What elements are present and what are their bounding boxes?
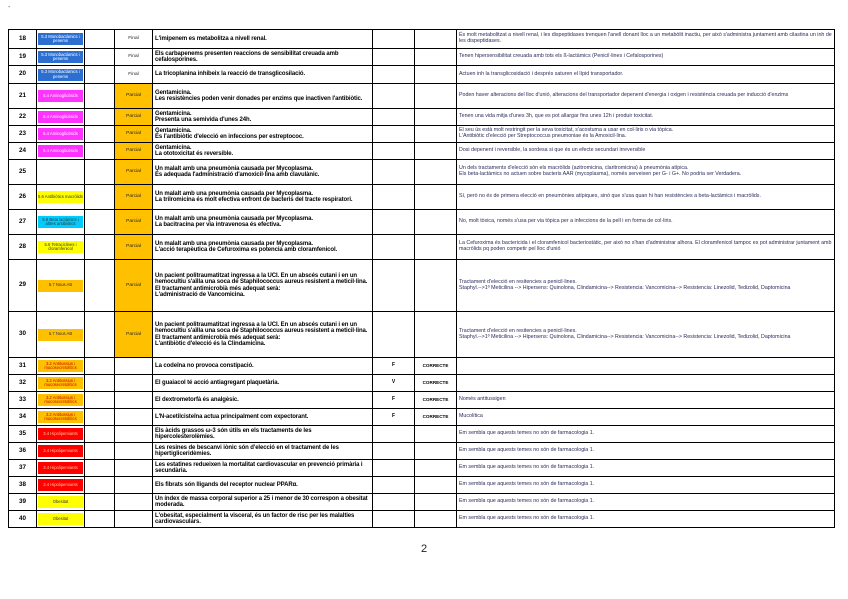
table-row: [9, 426, 835, 443]
blank-cell: [85, 66, 115, 84]
explanation-line: El seu ús està molt restringit per la seva toxicitat, s'acostuma a usar en col·liris o via tòpica.: [459, 127, 674, 134]
question-line: L'imipenem es metabolitza a nivell renal.: [155, 35, 267, 42]
question-text: [153, 160, 373, 185]
question-text: [153, 477, 373, 494]
exam-level: [115, 409, 153, 426]
category-badge: 3.4 Hipolipemiants: [38, 428, 83, 440]
explanation-line: Actuen inh la transglicosidació i després saturen el lípid transportador.: [459, 70, 624, 77]
result-cell: [415, 143, 457, 160]
answer-cell: [373, 260, 415, 312]
answer-cell: [373, 109, 415, 126]
exam-level: [115, 375, 153, 392]
result-cell: [415, 460, 457, 477]
question-text: [153, 49, 373, 66]
blank-cell: [85, 185, 115, 210]
explanation-line: Només antitussigen: [459, 396, 506, 403]
answer-cell: F: [373, 392, 415, 409]
row-number: 24: [9, 143, 37, 160]
question-text: [153, 443, 373, 460]
table-row: [9, 30, 835, 49]
explanation-line: La Cefuroxima és bactericida i el cloramfenicol bacteriostàtic, per això no s'han d'administrar alhora. El cloramfenicol tampoc es pot administrar juntament amb macròlids pq poden competir pel lloc d'unió: [459, 240, 832, 252]
category-cell: [37, 494, 85, 511]
explanation-line: Dosi depenent i reversible, la sordesa si que és un efecte secundari irreversible: [459, 147, 646, 154]
row-number: 33: [9, 392, 37, 409]
result-cell: CORRECTE: [415, 392, 457, 409]
result-cell: [415, 426, 457, 443]
question-text: [153, 126, 373, 143]
question-line: Les estatines redueixen la mortalitat cardiovascular en prevenció primària i secundària.: [155, 461, 363, 474]
row-number: 30: [9, 312, 37, 358]
category-badge: 5.6 Beta lactàmics i altres antibiòtics: [38, 216, 83, 228]
question-line: Les resistències poden venir donades per enzims que inactiven l'antibiòtic.: [155, 96, 363, 102]
question-line: És adequada l'administració d'amoxicil·lina amb clavulànic.: [155, 172, 320, 178]
blank-cell: [85, 392, 115, 409]
question-line: Els carbapenems presenten reaccions de sensibilitat creuada amb cefalosporines.: [155, 50, 339, 63]
category-cell: [37, 49, 85, 66]
blank-cell: [85, 494, 115, 511]
answer-cell: [373, 443, 415, 460]
category-badge: 5.7 Nous AB: [38, 329, 83, 341]
category-badge: 5.4 Aminoglicòsids: [38, 111, 83, 123]
row-number: 36: [9, 443, 37, 460]
table-row: [9, 49, 835, 66]
explanation-text: [457, 143, 835, 160]
result-cell: [415, 30, 457, 49]
blank-cell: [85, 460, 115, 477]
question-line: Gentamicina.: [155, 89, 192, 96]
exam-level: [115, 443, 153, 460]
category-cell: [37, 30, 85, 49]
table-row: [9, 409, 835, 426]
answer-cell: [373, 235, 415, 260]
blank-cell: [85, 143, 115, 160]
question-line: Un pacient politraumatitzat ingressa a la UCI. En un abscés cutani i en un hemocultiu s'aïlla una soca de Staphilococcus aureus resistent a meticil·lina. El tractament antimicrobià més adequat serà:: [155, 321, 368, 341]
exam-level: [115, 426, 153, 443]
question-line: Les resines de bescanvi iònic són d'elecció en el tractament de les hipertigliceridèmies.: [155, 444, 339, 457]
questions-table: [8, 29, 835, 528]
table-row: [9, 210, 835, 235]
result-cell: [415, 185, 457, 210]
explanation-line: L'Antibiòtic d'elecció per Streptococcus pneumoniae és la Amoxicil·lina.: [459, 133, 627, 139]
explanation-line: No, molt tòxica, només s'usa per via tòpica per a infeccions de la pell i en forma de col·liris.: [459, 218, 673, 225]
blank-cell: [85, 109, 115, 126]
row-number: 35: [9, 426, 37, 443]
explanation-line: Un dels tractaments d'elecció són els macròlids (azitromicina, claritromicina) à pneumònia atípica.: [459, 165, 689, 172]
category-badge: 5.7 Nous AB: [38, 280, 83, 292]
table-row: [9, 312, 835, 358]
row-number: 19: [9, 49, 37, 66]
explanation-line: Em sembla que aquests temes no són de farmacologia 1.: [459, 447, 595, 454]
explanation-text: [457, 210, 835, 235]
result-cell: [415, 312, 457, 358]
exam-level: Final: [115, 66, 153, 84]
category-cell: [37, 260, 85, 312]
category-cell: [37, 392, 85, 409]
category-badge: Obesitat: [38, 496, 83, 508]
category-cell: [37, 409, 85, 426]
result-cell: [415, 49, 457, 66]
row-number: 22: [9, 109, 37, 126]
result-cell: [415, 160, 457, 185]
explanation-text: [457, 426, 835, 443]
question-line: L'N-acetilcisteïna actua principalment com expectorant.: [155, 413, 309, 420]
question-line: L'administració de Vancomicina.: [155, 291, 245, 298]
question-text: [153, 494, 373, 511]
exam-level: Parcial: [115, 210, 153, 235]
explanation-text: [457, 109, 835, 126]
exam-level: Parcial: [115, 109, 153, 126]
category-badge: 3.4 Hipolipemiants: [38, 462, 83, 474]
table-row: [9, 392, 835, 409]
exam-level: [115, 460, 153, 477]
exam-level: [115, 494, 153, 511]
question-line: Un malalt amb una pneumònia causada per Mycoplasma.: [155, 240, 313, 247]
explanation-line: Em sembla que aquests temes no són de farmacologia 1.: [459, 430, 595, 437]
explanation-line: Tractament d'elecció en resitencies a penicil·lines.: [459, 278, 577, 285]
row-number: 39: [9, 494, 37, 511]
answer-cell: [373, 30, 415, 49]
result-cell: CORRECTE: [415, 358, 457, 375]
explanation-line: Tenen una vida mitja d'unes 3h, que es pot allargar fins unes 12h i produir toxicitat.: [459, 113, 654, 120]
category-badge: 3.4 Hipolipemiants: [38, 445, 83, 457]
category-cell: [37, 477, 85, 494]
category-badge: 5.3 Monobactàmics i penems: [38, 33, 83, 45]
table-row: [9, 375, 835, 392]
explanation-text: [457, 160, 835, 185]
blank-cell: [85, 312, 115, 358]
category-cell: [37, 460, 85, 477]
exam-level: Parcial: [115, 84, 153, 109]
explanation-line: Tractament d'elecció en resitencies a penicil·lines.: [459, 327, 577, 334]
table-row: [9, 260, 835, 312]
blank-cell: [85, 235, 115, 260]
answer-cell: [373, 185, 415, 210]
explanation-text: [457, 443, 835, 460]
category-badge: 3.2 Antitussius i mucosecretolítics: [38, 411, 83, 423]
explanation-text: [457, 477, 835, 494]
result-cell: [415, 260, 457, 312]
row-number: 20: [9, 66, 37, 84]
blank-cell: [85, 426, 115, 443]
row-number: 38: [9, 477, 37, 494]
category-badge: 3.2 Antitussius i mucosecretolítics: [38, 394, 83, 406]
explanation-text: [457, 511, 835, 528]
explanation-line: Em sembla que aquests temes no són de farmacologia 1.: [459, 498, 595, 505]
explanation-text: [457, 494, 835, 511]
row-number: 40: [9, 511, 37, 528]
table-row: [9, 109, 835, 126]
result-cell: [415, 511, 457, 528]
question-text: [153, 143, 373, 160]
explanation-line: Poden haver alteracions del lloc d'unió, alteracions del transportador depenent d'energia i oxigen i resistència creuada per inducció d'enzims: [459, 92, 789, 99]
answer-cell: [373, 460, 415, 477]
result-cell: [415, 84, 457, 109]
answer-cell: F: [373, 358, 415, 375]
explanation-line: Staphyl.-->1º Meticilina --> Hipersens: Quinolona, Clindamicina--> Resistencia: Vancomicina--> Resistencia: Linezolid, Tedizolid, Daptomicina: [459, 333, 791, 340]
exam-level: [115, 392, 153, 409]
category-badge: 5.4 Aminoglicòsids: [38, 90, 83, 102]
row-number: 29: [9, 260, 37, 312]
question-text: [153, 312, 373, 358]
table-row: [9, 460, 835, 477]
question-text: [153, 426, 373, 443]
table-row: [9, 143, 835, 160]
category-badge: 5.6 Antibiòtics macròlids: [38, 191, 83, 203]
answer-cell: [373, 143, 415, 160]
answer-cell: [373, 312, 415, 358]
row-number: 37: [9, 460, 37, 477]
explanation-text: [457, 84, 835, 109]
category-cell: [37, 511, 85, 528]
exam-level: Parcial: [115, 185, 153, 210]
category-badge: 3.2 Antitussius i mucosecretolítics: [38, 360, 83, 372]
explanation-line: És molt metabolitzat a nivell renal, i les dispeptidases trenquen l'anell donant lloc a un metabòlit inactiu, per això s'administra juntament amb cilastina un inh de les dispeptidases.: [459, 32, 832, 44]
blank-cell: [85, 210, 115, 235]
exam-level: Parcial: [115, 126, 153, 143]
explanation-text: [457, 312, 835, 358]
question-line: Gentamicina.: [155, 127, 192, 134]
table-row: [9, 185, 835, 210]
category-badge: 3.4 Hipolipemiants: [38, 479, 83, 491]
category-cell: [37, 126, 85, 143]
row-number: 25: [9, 160, 37, 185]
explanation-line: Staphyl.-->1º Meticilina --> Hipersens: Quinolona, Clindamicina--> Resistencia: Vancomicina--> Resistencia: Linezolid, Tedizolid, Daptomicina: [459, 284, 791, 291]
row-number: 26: [9, 185, 37, 210]
explanation-text: [457, 392, 835, 409]
page-number: 2: [420, 543, 428, 555]
category-cell: [37, 66, 85, 84]
category-cell: [37, 312, 85, 358]
explanation-text: [457, 358, 835, 375]
category-cell: [37, 109, 85, 126]
result-cell: [415, 66, 457, 84]
explanation-line: Em sembla que aquests temes no són de farmacologia 1.: [459, 481, 595, 488]
answer-cell: [373, 494, 415, 511]
question-line: És l'antibiòtic d'elecció en infeccions per estreptococ.: [155, 134, 304, 140]
question-line: Un malalt amb una pneumònia causada per Mycoplasma.: [155, 165, 313, 172]
category-badge: Obesitat: [38, 513, 83, 525]
question-line: La tricoplanina inhibeix la reacció de transglicosilació.: [155, 71, 306, 78]
question-line: Un malalt amb una pneumònia causada per Mycoplasma.: [155, 215, 313, 222]
question-line: Presenta una semivida d'unes 24h.: [155, 117, 252, 123]
answer-cell: V: [373, 375, 415, 392]
blank-cell: [85, 84, 115, 109]
row-number: 18: [9, 30, 37, 49]
question-line: El guaiacol té acció antiagregant plaquetària.: [155, 379, 280, 386]
category-badge: 5.3 Monobactàmics i penems: [38, 51, 83, 63]
exam-level: Parcial: [115, 260, 153, 312]
exam-level: Parcial: [115, 235, 153, 260]
category-cell: [37, 426, 85, 443]
question-line: El dextrometorfà és analgèsic.: [155, 396, 239, 403]
result-cell: CORRECTE: [415, 409, 457, 426]
table-row: [9, 126, 835, 143]
question-line: Els fibrats són lligands del receptor nuclear PPARα.: [155, 481, 298, 488]
table-row: [9, 160, 835, 185]
blank-cell: [85, 409, 115, 426]
question-line: La trilromicina és molt efectiva enfront de bacteris del tracte respiratori.: [155, 197, 353, 203]
explanation-line: Els beta-lactàmics no actuen sobre bacteris AAR (mycoplasma), només serveixen per G- i G+. No podria ser Verdadera.: [459, 171, 742, 177]
category-badge: 5.3 Monobactàmics i penems: [38, 69, 83, 81]
result-cell: [415, 443, 457, 460]
row-number: 31: [9, 358, 37, 375]
blank-cell: [85, 260, 115, 312]
explanation-line: Em sembla que aquests temes no són de farmacologia 1.: [459, 464, 595, 471]
question-text: [153, 84, 373, 109]
category-cell: [37, 375, 85, 392]
row-number: 21: [9, 84, 37, 109]
result-cell: [415, 494, 457, 511]
exam-level: Final: [115, 30, 153, 49]
blank-cell: [85, 160, 115, 185]
question-text: [153, 30, 373, 49]
question-text: [153, 375, 373, 392]
table-row: [9, 84, 835, 109]
exam-level: Parcial: [115, 160, 153, 185]
answer-cell: [373, 477, 415, 494]
category-cell: [37, 160, 85, 185]
explanation-text: [457, 375, 835, 392]
question-line: Els àcids grassos ω-3 són útils en els tractaments de les hipercolesterolèmies.: [155, 427, 312, 440]
table-row: [9, 358, 835, 375]
explanation-text: [457, 126, 835, 143]
answer-cell: [373, 511, 415, 528]
answer-cell: [373, 160, 415, 185]
category-cell: [37, 443, 85, 460]
question-text: [153, 66, 373, 84]
explanation-text: [457, 49, 835, 66]
explanation-line: Mucolítica: [459, 413, 483, 420]
question-text: [153, 185, 373, 210]
row-number: 27: [9, 210, 37, 235]
question-text: [153, 235, 373, 260]
question-text: [153, 109, 373, 126]
explanation-text: [457, 185, 835, 210]
blank-cell: [85, 30, 115, 49]
table-row: [9, 443, 835, 460]
answer-cell: [373, 126, 415, 143]
category-cell: [37, 143, 85, 160]
answer-cell: [373, 66, 415, 84]
row-number: 28: [9, 235, 37, 260]
blank-cell: [85, 126, 115, 143]
table-row: [9, 511, 835, 528]
question-text: [153, 260, 373, 312]
category-cell: [37, 210, 85, 235]
explanation-line: Em sembla que aquests temes no són de farmacologia 1.: [459, 515, 595, 522]
explanation-text: [457, 409, 835, 426]
result-cell: [415, 210, 457, 235]
blank-cell: [85, 358, 115, 375]
question-text: [153, 460, 373, 477]
question-text: [153, 358, 373, 375]
result-cell: [415, 126, 457, 143]
row-number: 23: [9, 126, 37, 143]
question-line: L'acció terapèutica de Cefuroxima es potencia amb cloramfenicol.: [155, 247, 338, 253]
explanation-line: Tenen hipersensibilitat creuada amb tots els ß-lactàmics (Penicil·lines i Cefalosporines): [459, 53, 664, 60]
explanation-text: [457, 235, 835, 260]
question-line: Gentamicina.: [155, 110, 192, 117]
table-body: [9, 30, 835, 528]
answer-cell: [373, 49, 415, 66]
question-line: L'antibiòtic d'elecció és la Clindamicina.: [155, 340, 266, 347]
category-cell: [37, 235, 85, 260]
exam-level: [115, 358, 153, 375]
question-text: [153, 409, 373, 426]
answer-cell: [373, 426, 415, 443]
exam-level: [115, 511, 153, 528]
question-line: Un malalt amb una pneumònia causada per Mycoplasma.: [155, 190, 313, 197]
table-row: [9, 494, 835, 511]
question-line: La codeïna no provoca constipació.: [155, 362, 254, 369]
result-cell: [415, 235, 457, 260]
explanation-text: [457, 460, 835, 477]
explanation-text: [457, 30, 835, 49]
row-number: 32: [9, 375, 37, 392]
table-row: [9, 477, 835, 494]
question-line: Un índex de massa corporal superior a 25 i menor de 30 correspon a obesitat moderada.: [155, 495, 368, 508]
result-cell: CORRECTE: [415, 375, 457, 392]
question-line: La ototoxicitat és reversible.: [155, 151, 234, 157]
blank-cell: [85, 511, 115, 528]
category-cell: [37, 185, 85, 210]
category-badge: 5.4 Aminoglicòsids: [38, 145, 83, 157]
question-line: Gentamicina.: [155, 144, 192, 151]
result-cell: [415, 477, 457, 494]
question-text: [153, 210, 373, 235]
category-badge: 3.2 Antitussius i mucosecretolítics: [38, 377, 83, 389]
exam-level: Parcial: [115, 143, 153, 160]
answer-cell: [373, 84, 415, 109]
category-cell: [37, 358, 85, 375]
result-cell: [415, 109, 457, 126]
answer-cell: F: [373, 409, 415, 426]
table-row: [9, 66, 835, 84]
question-text: [153, 392, 373, 409]
explanation-text: [457, 260, 835, 312]
question-line: L'obesitat, especialment la visceral, és un factor de risc per les malalties cardiovasculars.: [155, 512, 355, 525]
row-number: 34: [9, 409, 37, 426]
exam-level: Parcial: [115, 312, 153, 358]
question-text: [153, 511, 373, 528]
blank-cell: [85, 375, 115, 392]
exam-level: [115, 477, 153, 494]
category-cell: [37, 84, 85, 109]
category-badge: 5.4 Aminoglicòsids: [38, 128, 83, 140]
question-line: La bacitracina per via intravenosa és efectiva.: [155, 222, 282, 228]
answer-cell: [373, 210, 415, 235]
blank-cell: [85, 443, 115, 460]
explanation-line: Sí, però no és de primera elecció en pneumònies atípiques, sinó que s'usa quan hi han resistències a beta-lactàmics i macròlids.: [459, 193, 761, 200]
explanation-text: [457, 66, 835, 84]
exam-level: Final: [115, 49, 153, 66]
table-row: [9, 235, 835, 260]
blank-cell: [85, 477, 115, 494]
question-line: Un pacient politraumatitzat ingressa a la UCI. En un abscés cutani i en un hemocultiu s'aïlla una soca de Staphilococcus aureus resistent a meticil·lina. El tractament antimicrobià més adequat serà:: [155, 272, 368, 292]
header-mark: -: [8, 4, 11, 11]
category-badge: 5.5 Tetraciclines i cloramfenicol: [38, 241, 83, 253]
blank-cell: [85, 49, 115, 66]
